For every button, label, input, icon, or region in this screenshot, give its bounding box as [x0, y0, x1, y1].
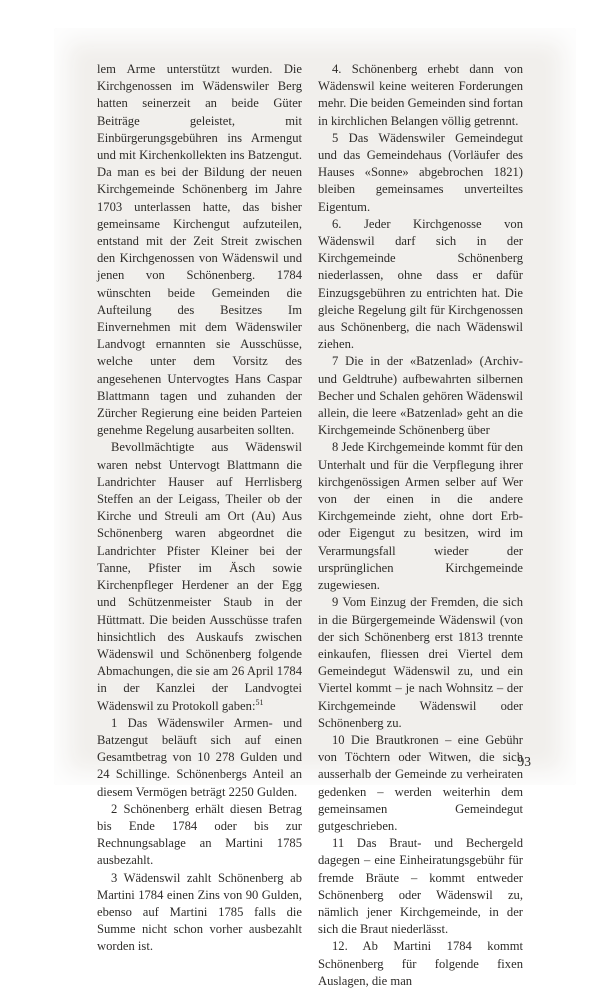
paragraph: 1 Das Wädenswiler Armen- und Batzengut beläuft sich auf einen Gesamtbetrag von 10 278 Gulden und 24 Schillinge. Schönenbergs Anteil an diesem Vermögen beträgt 2250 Gulden. [97, 715, 302, 799]
paragraph: 3 Wädenswil zahlt Schönenberg ab Martini 1784 einen Zins von 90 Gulden, ebenso auf Martini 1785 falls die Summe nicht schon vorher ausbezahlt worden ist. [97, 870, 302, 954]
paragraph: 11 Das Braut- und Bechergeld dagegen – eine Einheiratungsgebühr für fremde Bräute – kommt entweder Schönenberg oder Wädenswil zu, nämlich jener Kirchgemeinde, in der sich die Braut niederlässt. [318, 836, 523, 937]
page-number: 93 [517, 754, 531, 769]
paragraph: 10 Die Brautkronen – eine Gebühr von Töchtern oder Witwen, die sich ausserhalb der Gemeinde zu verheiraten gedenken – werden weiterhin dem gemeinsamen Gemeindegut gutgeschrieben. [318, 732, 523, 833]
paragraph: 2 Schönenberg erhält diesen Betrag bis Ende 1784 oder bis zur Rechnungsablage an Martini 1785 ausbezahlt. [97, 801, 302, 868]
footnote-ref: 51 [255, 697, 264, 707]
scanned-book-page [54, 28, 576, 988]
paragraph: lem Arme unterstützt wurden. Die Kirchgenossen im Wädenswiler Berg hatten seinerzeit an beide Güter Beiträge geleistet, mit Einbürgerungsgebühren ins Armengut und mit Kirchenkollekten ins Batzengut. Da man es bei der Bildung der neuen Kirchgemeinde Schönenberg im Jahre 1703 unterlassen hatte, das bisher gemeinsame Kirchengut aufzuteilen, entstand mit der Zeit Streit zwischen den Kirchgenossen von Wädenswil und jenen von Schönenberg. 1784 wünschten beide Gemeinden die Aufteilung des Besitzes Im Einvernehmen mit dem Wädenswiler Landvogt ernannten sie Ausschüsse, welche unter dem Vorsitz des angesehenen Untervogtes Hans Caspar Blattmann tagen und zuhanden der Zürcher Regierung eine beiden Parteien genehme Regelung ausarbeiten sollten. [97, 62, 302, 438]
paragraph: 12. Ab Martini 1784 kommt Schönenberg für folgende fixen Auslagen, die man [318, 939, 523, 988]
paragraph: 7 Die in der «Batzenlad» (Archiv- und Geldtruhe) aufbewahrten silbernen Becher und Schalen gehören Wädenswil allein, die leere «Batzenlad» geht an die Kirchgemeinde Schönenberg über [318, 354, 523, 438]
paragraph: 8 Jede Kirchgemeinde kommt für den Unterhalt und für die Verpflegung ihrer kirchgenössigen Armen selber auf Wer von der einen in die andere Kirchgemeinde zieht, ohne dort Erb- oder Eigengut zu besitzen, wird im Verarmungsfall wieder der ursprünglichen Kirchgemeinde zugewiesen. [318, 440, 523, 593]
right-column [318, 61, 523, 990]
text-columns [54, 28, 576, 990]
paragraph: 4. Schönenberg erhebt dann von Wädenswil keine weiteren Forderungen mehr. Die beiden Gemeinden sind fortan in kirchlichen Belangen völlig getrennt. [318, 62, 523, 128]
paragraph: Bevollmächtigte aus Wädenswil waren nebst Untervogt Blattmann die Landrichter Hauser auf Herrlisberg Steffen an der Leigass, Theiler ob der Kirche und Streuli am Ort (Au) Aus Schönenberg waren abgeordnet die Landrichter Pfister Kleiner bei der Tanne, Pfister im Äsch sowie Kirchenpfleger Herdener an der Egg und Schützenmeister Staub in der Hüttmatt. Die beiden Ausschüsse trafen hinsichtlich des Auskaufs zwischen Wädenswil und Schönenberg folgende Abmachungen, die sie am 26 April 1784 in der Kanzlei der Landvogtei Wädenswil zu Protokoll gaben:$^{51}$ [97, 440, 302, 713]
left-column [97, 61, 302, 990]
paragraph: 9 Vom Einzug der Fremden, die sich in die Bürgergemeinde Wädenswil (von der sich Schönenberg erst 1813 trennte einkaufen, fliessen drei Viertel dem Gemeindegut Wädenswil zu, und ein Viertel kommt – je nach Wohnsitz – der Kirchgemeinde Wädenswil oder Schönenberg zu. [318, 595, 523, 730]
paragraph: 5 Das Wädenswiler Gemeindegut und das Gemeindehaus (Vorläufer des Hauses «Sonne» abgebrochen 1821) bleiben gemeinsames unverteiltes Eigentum. [318, 130, 523, 214]
paragraph: 6. Jeder Kirchgenosse von Wädenswil darf sich in der Kirchgemeinde Schönenberg niederlassen, ohne dass er dafür Einzugsgebühren zu entrichten hat. Die gleiche Regelung gilt für Kirchgenossen aus Schönenberg, die nach Wädenswil ziehen. [318, 216, 523, 352]
